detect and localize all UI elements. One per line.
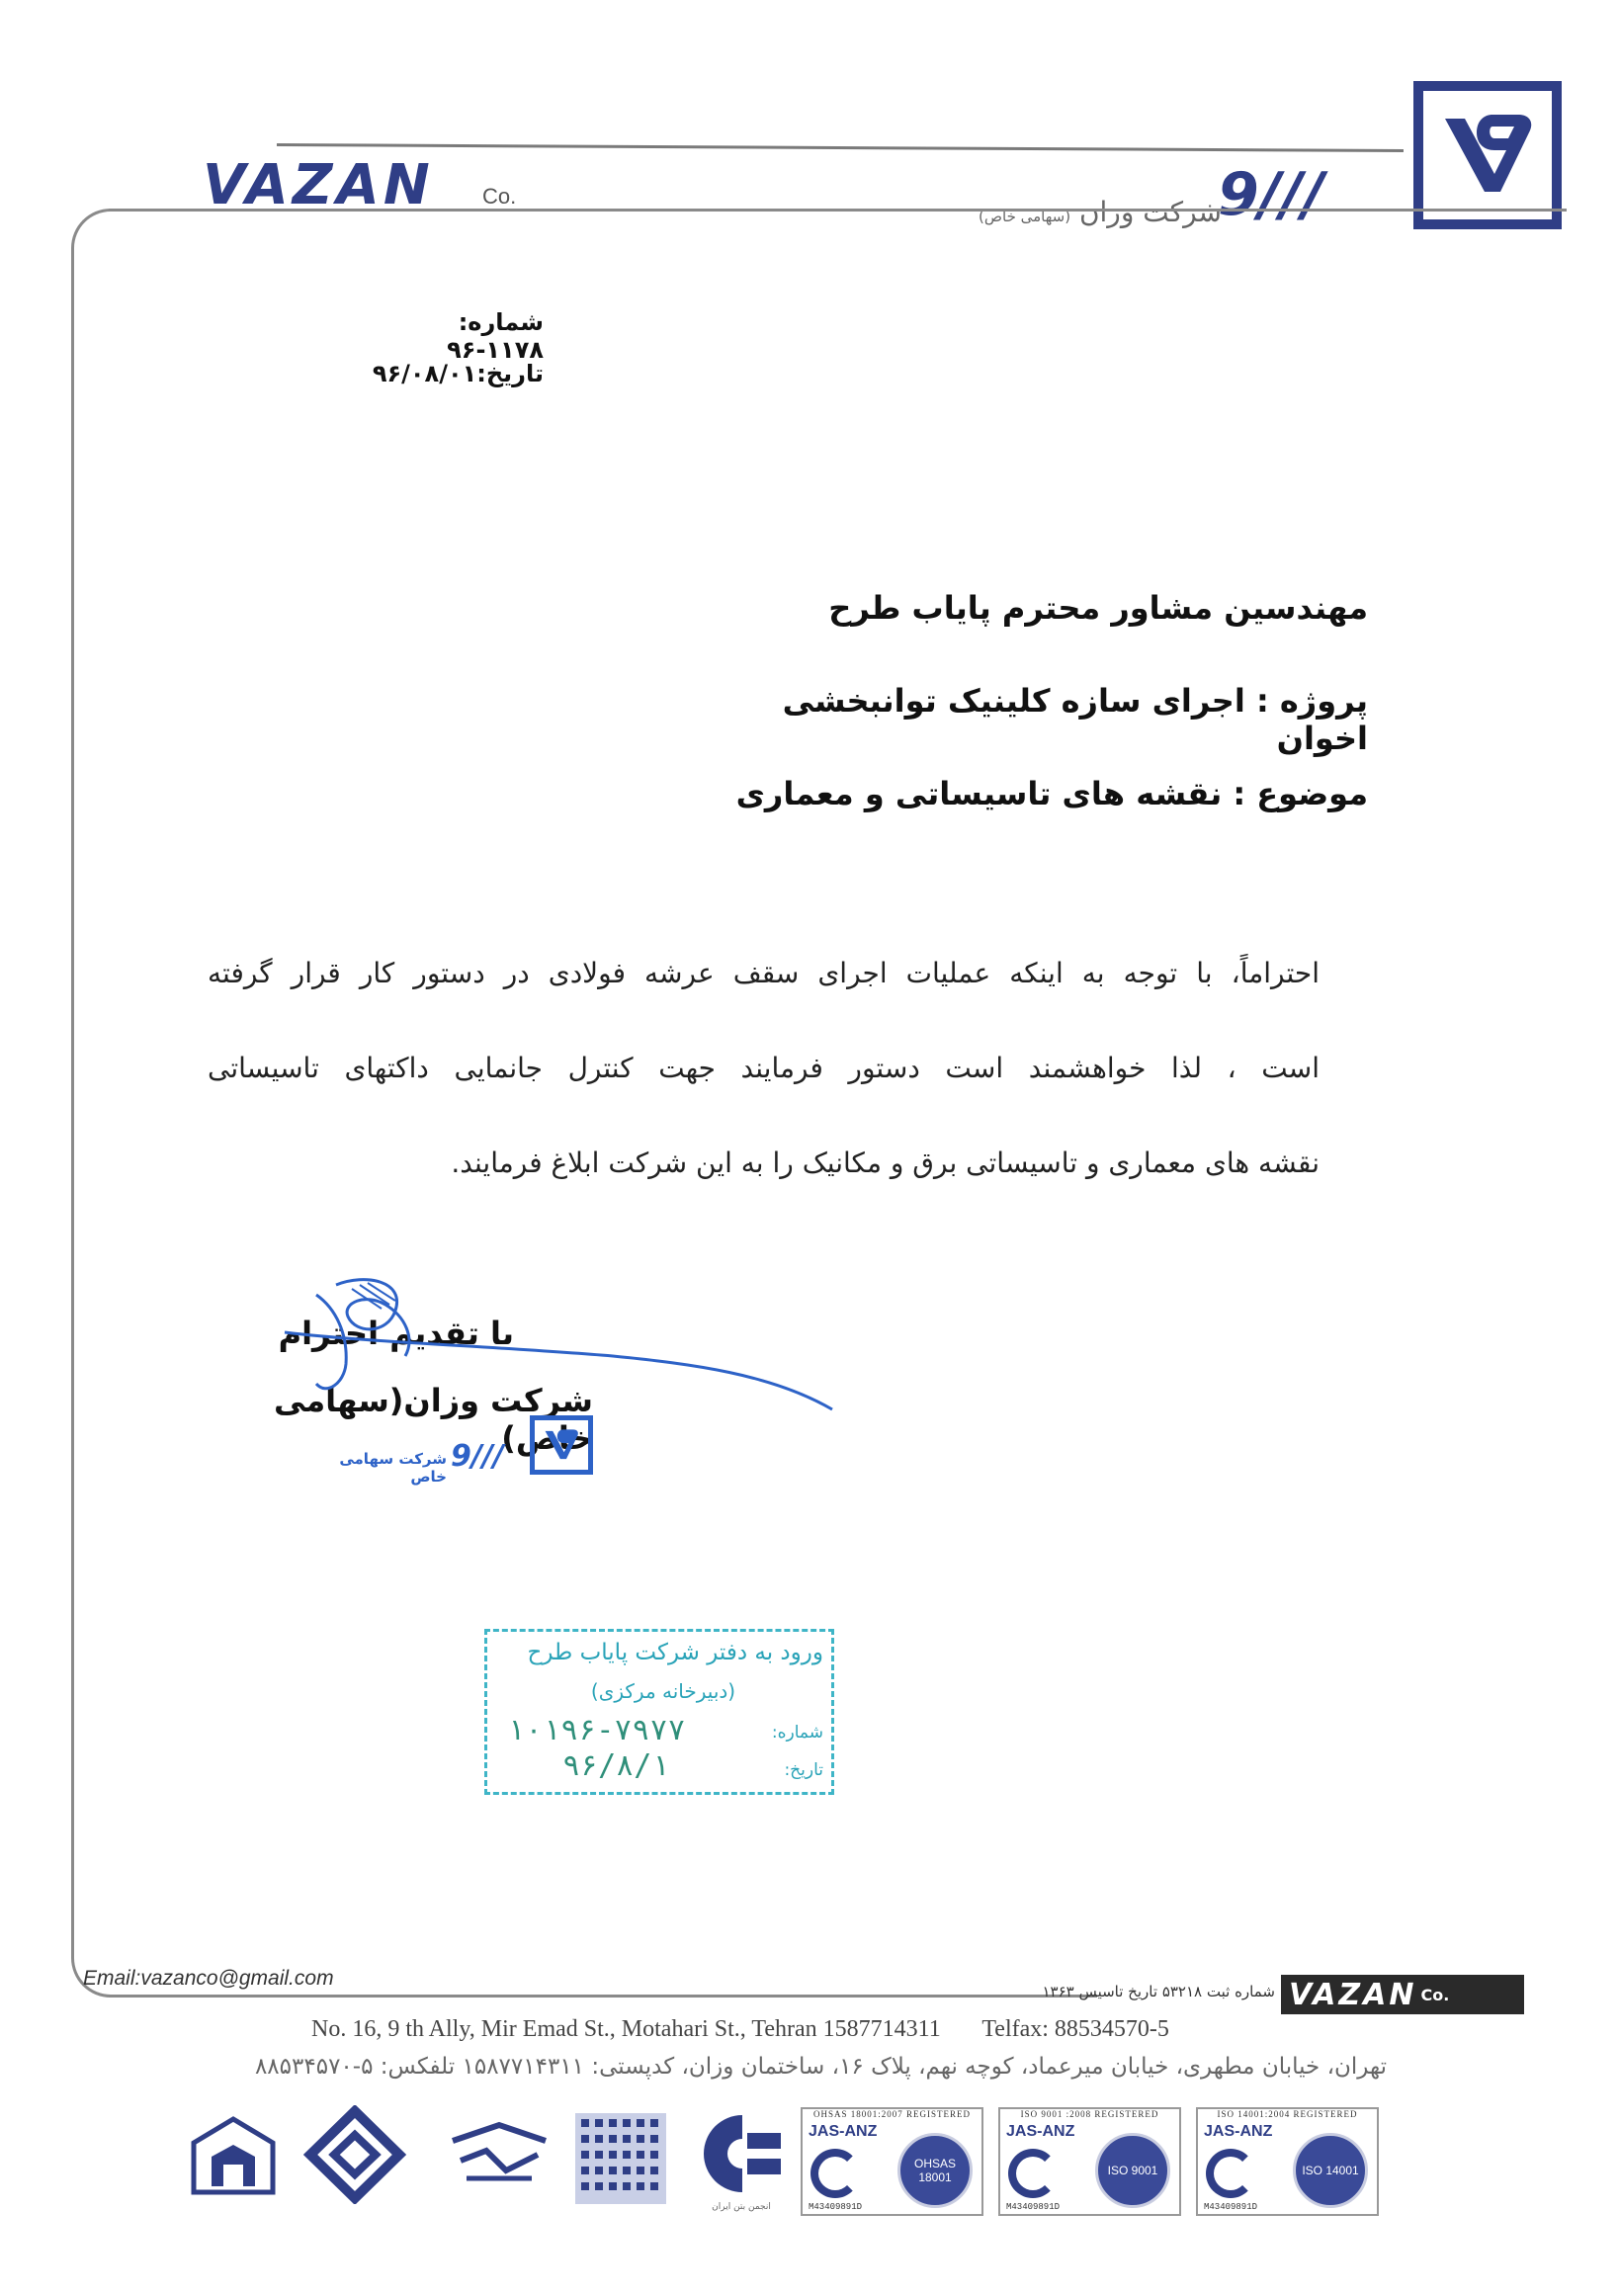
footer-vazan-logo	[1281, 1975, 1524, 2014]
company-type: (سهامی خاص)	[979, 208, 1071, 225]
cert-code: M43409891D	[809, 2202, 863, 2212]
iso9001-certificate-badge	[998, 2107, 1181, 2216]
header-rule	[277, 143, 1404, 152]
frame-top-line	[109, 209, 1567, 212]
signature-seal-text: شرکت سهامی خاص	[339, 1450, 447, 1486]
cert-seal: ISO 9001	[1095, 2133, 1170, 2208]
signatory-name: شرکت وزان(سهامی خاص)	[273, 1382, 593, 1457]
body-line: است ، لذا خواهشمند است دستور فرمایند جهت کنترل جانمایی داکتهای تاسیساتی	[208, 1052, 1320, 1084]
letter-number: شماره: ۱۱۷۸-۹۶	[447, 308, 544, 364]
footer-address-en	[311, 2016, 1300, 2043]
concrete-association-icon	[700, 2109, 785, 2198]
jas-anz-c-icon	[1206, 2149, 1255, 2198]
stamp-date-label: تاریخ:	[784, 1760, 823, 1780]
footer-address-fa: تهران، خیابان مطهری، خیابان میرعماد، کوچه نهم، پلاک ۱۶، ساختمان وزان، کدپستی: ۱۵۸۷۷۱۴۳۱۱ تلفکس: ۵-۸۸۵۳۴۵۷۰	[254, 2054, 1387, 2080]
iso14001-certificate-badge	[1196, 2107, 1379, 2216]
vazan-emblem-icon	[1433, 101, 1542, 210]
ohsas-certificate-badge	[801, 2107, 983, 2216]
cert-brand: JAS-ANZ	[1006, 2123, 1075, 2140]
letter-recipient: مهندسین مشاور محترم پایاب طرح	[828, 589, 1368, 627]
company-name: شرکت وزان	[1078, 196, 1222, 228]
jas-anz-c-icon	[1008, 2149, 1058, 2198]
cert-code: M43409891D	[1006, 2202, 1061, 2212]
letter-date: تاریخ:۹۶/۰۸/۰۱	[372, 360, 544, 387]
telfax: Telfax: 88534570-5	[981, 2016, 1169, 2042]
cert-seal: OHSAS 18001	[897, 2133, 973, 2208]
stamp-title: ورود به دفتر شرکت پایاب طرح	[527, 1640, 823, 1665]
letter-project: پروژه : اجرای سازه کلینیک توانبخشی اخوان	[782, 682, 1368, 757]
frame-left-border	[71, 209, 111, 1998]
footer-registration: شماره ثبت ۵۳۲۱۸ تاریخ تاسیس ۱۳۶۳	[1042, 1983, 1275, 2000]
handshake-roof-icon	[447, 2121, 552, 2194]
vazan-mark-logo: 9///	[1218, 160, 1324, 229]
cert-brand: JAS-ANZ	[1204, 2123, 1273, 2140]
cert-head: ISO 9001 :2008 REGISTERED	[1020, 2109, 1159, 2119]
cert-seal: ISO 14001	[1293, 2133, 1368, 2208]
association-building-icon	[184, 2113, 283, 2202]
stamp-number-value: ۱۰۱۹۶-۷۹۷۷	[507, 1713, 686, 1747]
cert-head: ISO 14001:2004 REGISTERED	[1217, 2109, 1358, 2119]
stamp-date-value: ۹۶/۸/۱	[562, 1748, 670, 1783]
footer-logo-suffix: Co.	[1420, 1985, 1450, 2004]
company-name-fa	[925, 196, 1222, 228]
footer-email: Email:vazanco@gmail.com	[83, 1967, 334, 1990]
cert-code: M43409891D	[1204, 2202, 1258, 2212]
footer-logo-text: VAZAN	[1289, 1977, 1417, 2012]
receipt-stamp	[484, 1629, 834, 1795]
closing-text: با تقدیم احترام	[278, 1315, 514, 1352]
vazan-wordmark: VAZAN	[203, 153, 434, 217]
letter-subject: موضوع : نقشه های تاسیساتی و معماری	[735, 775, 1368, 812]
jas-anz-c-icon	[810, 2149, 860, 2198]
address-en: No. 16, 9 th Ally, Mir Emad St., Motahari St., Tehran 1587714311	[311, 2016, 941, 2042]
stamp-number-label: شماره:	[771, 1723, 823, 1743]
frame-bottom-line	[109, 1995, 1097, 1998]
body-line: احتراماً، با توجه به اینکه عملیات اجرای سقف عرشه فولادی در دستور کار قرار گرفته	[208, 957, 1320, 989]
company-logo-icon	[1413, 81, 1562, 229]
signature-seal-mark: 9///	[451, 1439, 504, 1474]
body-line: نقشه های معماری و تاسیساتی برق و مکانیک را به این شرکت ابلاغ فرمایند.	[451, 1147, 1320, 1179]
signature-seal-logo-icon	[530, 1415, 593, 1475]
grid-building-icon	[571, 2109, 670, 2208]
cert-brand: JAS-ANZ	[809, 2123, 878, 2140]
concrete-association-caption: انجمن بتن ایران	[712, 2202, 771, 2212]
diamond-chain-icon	[300, 2105, 409, 2204]
cert-head: OHSAS 18001:2007 REGISTERED	[812, 2109, 971, 2119]
vazan-wordmark-suffix: Co.	[482, 184, 517, 209]
stamp-subtitle: (دبیرخانه مرکزی)	[590, 1679, 736, 1703]
